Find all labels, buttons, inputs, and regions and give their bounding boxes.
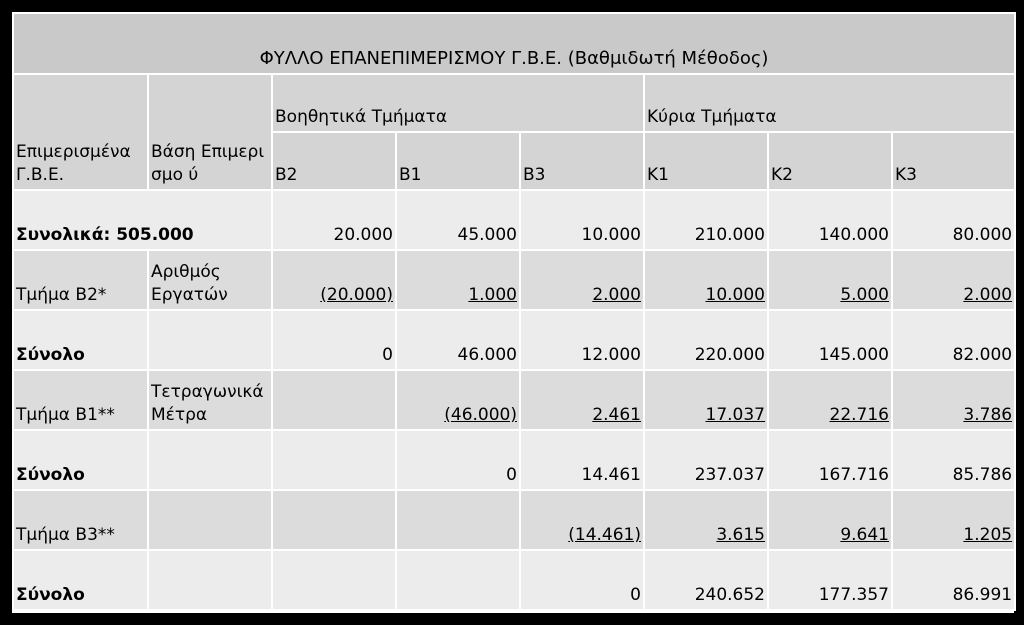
- row-label: Τμήμα Β1**: [13, 370, 148, 430]
- header-col-k2: Κ2: [768, 132, 892, 190]
- row-label: Σύνολο: [13, 550, 148, 610]
- value-cell: 220.000: [644, 310, 768, 370]
- page-title: ΦΥΛΛΟ ΕΠΑΝΕΠΙΜΕΡΙΣΜΟΥ Γ.Β.Ε. (Βαθμιδωτή Μέθοδος): [13, 13, 1015, 74]
- value-cell: 140.000: [768, 190, 892, 250]
- value-cell: 1.000: [468, 285, 517, 305]
- value-cell: 0: [396, 430, 520, 490]
- header-col-k3: Κ3: [892, 132, 1015, 190]
- allocation-basis: Τετραγωνικά Μέτρα: [148, 370, 272, 430]
- value-cell: 22.716: [829, 405, 889, 425]
- row-label: Σύνολο: [13, 430, 148, 490]
- value-cell: 237.037: [644, 430, 768, 490]
- value-cell: [272, 430, 396, 490]
- value-cell: 5.000: [840, 285, 889, 305]
- header-main-departments: Κύρια Τμήματα: [644, 74, 1015, 132]
- header-col-b3: Β3: [520, 132, 644, 190]
- value-cell: [396, 550, 520, 610]
- header-group-row: [13, 74, 1015, 132]
- table-row: [13, 430, 1015, 490]
- header-auxiliary-departments: Βοηθητικά Τμήματα: [272, 74, 644, 132]
- table-row: [13, 310, 1015, 370]
- value-cell: 9.641: [840, 525, 889, 545]
- value-cell: 177.357: [768, 550, 892, 610]
- value-cell: 0: [272, 310, 396, 370]
- value-cell: 1.205: [963, 525, 1013, 545]
- value-cell: [272, 370, 396, 430]
- table-row: [13, 490, 1015, 550]
- value-cell: 20.000: [272, 190, 396, 250]
- allocation-basis: Αριθμός Εργατών: [148, 250, 272, 310]
- header-col-b2: Β2: [272, 132, 396, 190]
- value-cell: 86.991: [892, 550, 1015, 610]
- allocation-basis: [148, 430, 272, 490]
- value-cell: 210.000: [644, 190, 768, 250]
- value-cell: 46.000: [396, 310, 520, 370]
- table-row: [13, 190, 1015, 250]
- row-label: Συνολικά: 505.000: [13, 190, 272, 250]
- value-cell: 45.000: [396, 190, 520, 250]
- allocation-basis: [148, 310, 272, 370]
- table-row: [13, 550, 1015, 610]
- allocation-basis: [148, 490, 272, 550]
- value-cell: 10.000: [520, 190, 644, 250]
- row-label: Σύνολο: [13, 310, 148, 370]
- value-cell: 167.716: [768, 430, 892, 490]
- value-cell: 80.000: [892, 190, 1015, 250]
- value-cell: 3.615: [716, 525, 765, 545]
- value-cell: (20.000): [320, 285, 393, 305]
- header-col-k1: Κ1: [644, 132, 768, 190]
- value-cell: [272, 490, 396, 550]
- header-allocated-overhead: Επιμερισμένα Γ.Β.Ε.: [13, 74, 148, 190]
- row-label: Τμήμα Β2*: [13, 250, 148, 310]
- value-cell: 17.037: [705, 405, 765, 425]
- value-cell: 3.786: [963, 405, 1013, 425]
- value-cell: 2.000: [963, 285, 1013, 305]
- value-cell: (46.000): [444, 405, 517, 425]
- value-cell: (14.461): [568, 525, 641, 545]
- table-row: [13, 370, 1015, 430]
- row-label: Τμήμα Β3**: [13, 490, 148, 550]
- value-cell: 82.000: [892, 310, 1015, 370]
- allocation-basis: [148, 550, 272, 610]
- value-cell: 145.000: [768, 310, 892, 370]
- value-cell: 85.786: [892, 430, 1015, 490]
- allocation-table: [12, 12, 1016, 611]
- value-cell: 12.000: [520, 310, 644, 370]
- value-cell: [396, 490, 520, 550]
- table-row: [13, 250, 1015, 310]
- value-cell: 2.000: [592, 285, 641, 305]
- header-allocation-basis: Βάση Επιμερισμο ύ: [148, 74, 272, 190]
- value-cell: [272, 550, 396, 610]
- value-cell: 0: [520, 550, 644, 610]
- allocation-sheet: [12, 12, 1014, 613]
- value-cell: 14.461: [520, 430, 644, 490]
- title-row: [13, 13, 1015, 74]
- value-cell: 10.000: [705, 285, 765, 305]
- value-cell: 240.652: [644, 550, 768, 610]
- value-cell: 2.461: [592, 405, 641, 425]
- header-col-b1: Β1: [396, 132, 520, 190]
